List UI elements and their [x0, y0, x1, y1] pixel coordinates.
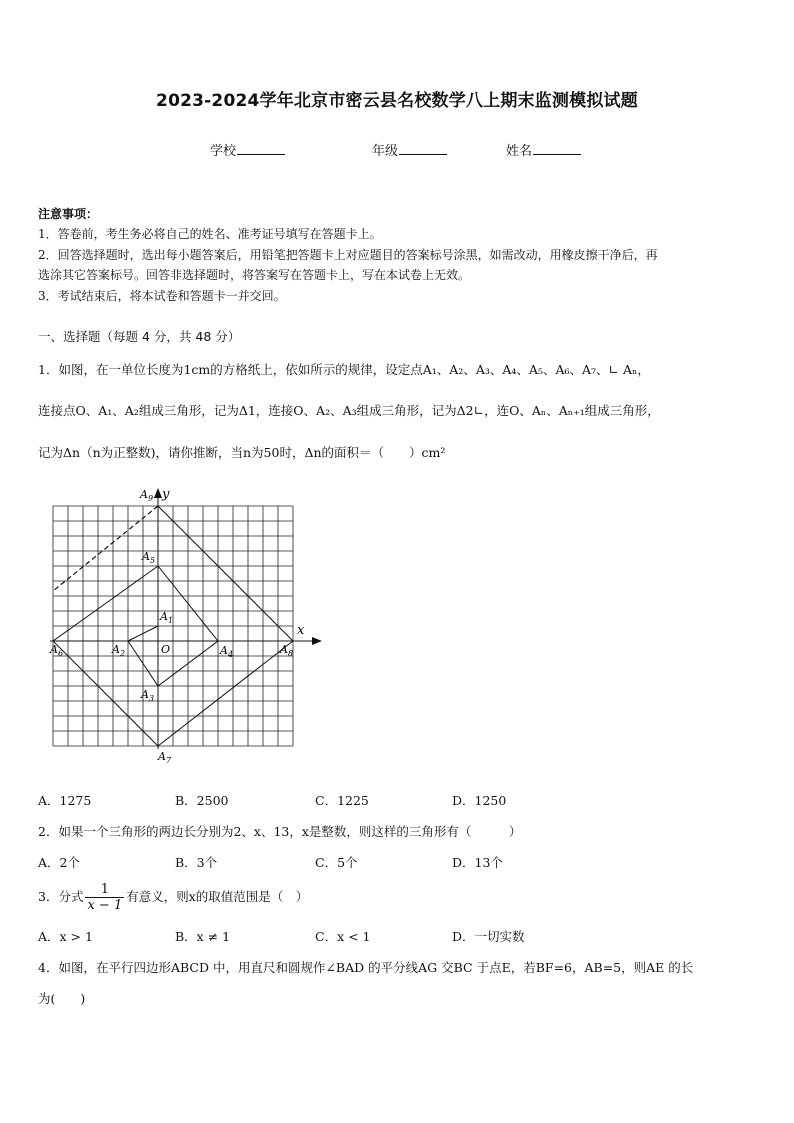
q3-suffix: 有意义，则x的取值范围是（ ） — [126, 889, 309, 904]
q3-option-d[interactable]: D．一切实数 — [452, 929, 525, 944]
q3-option-c[interactable]: C．x < 1 — [315, 929, 371, 944]
q1-option-b[interactable]: B．2500 — [175, 793, 229, 808]
school-field — [210, 140, 285, 159]
y-axis-label: y — [162, 487, 170, 502]
q3-text — [38, 878, 308, 916]
point-label-a6: $A_6$ — [50, 643, 64, 658]
q1-grid-figure — [44, 484, 324, 769]
note-2: 2．回答选择题时，选出每小题答案后，用铅笔把答题卡上对应题目的答案标号涂黑，如需改动，用橡皮擦干净后，再 — [38, 248, 658, 262]
point-label-a4: $A_4$ — [220, 644, 234, 659]
note-1: 1．答卷前，考生务必将自己的姓名、准考证号填写在答题卡上。 — [38, 227, 382, 241]
q2-option-a[interactable]: A．2个 — [38, 855, 80, 870]
x-axis-arrow — [312, 637, 322, 645]
q1-option-a[interactable]: A．1275 — [38, 793, 92, 808]
note-3: 3．考试结束后，将本试卷和答题卡一并交回。 — [38, 289, 286, 303]
q3-frac-den: x − 1 — [87, 898, 123, 913]
point-label-a5: $A_5$ — [142, 550, 156, 565]
point-label-a2: $A_2$ — [112, 643, 126, 658]
q4-line2: 为( ) — [38, 991, 86, 1006]
q1-line1: 1．如图，在一单位长度为1cm的方格纸上，依如所示的规律，设定点A₁、A₂、A₃、A₄、A₅、A₆、A₇、∟ Aₙ， — [38, 362, 650, 377]
q1-option-d[interactable]: D．1250 — [452, 793, 507, 808]
grid-lines — [53, 506, 293, 746]
name-blank[interactable] — [533, 143, 581, 155]
point-label-a1: $A_1$ — [160, 610, 174, 625]
q1-option-c[interactable]: C．1225 — [315, 793, 369, 808]
q1-line3: 记为Δn（n为正整数)，请你推断，当n为50时，Δn的面积＝（ ）cm² — [38, 445, 446, 460]
section-heading: 一、选择题（每题 4 分，共 48 分） — [38, 329, 241, 344]
point-label-a3: $A_3$ — [141, 688, 155, 703]
q3-option-a[interactable]: A．x > 1 — [38, 929, 93, 944]
grade-blank[interactable] — [399, 143, 447, 155]
x-axis-label: x — [297, 623, 305, 638]
point-labels — [49, 488, 293, 765]
point-label-a9: $A_9$ — [140, 488, 154, 503]
grade-label: 年级 — [372, 144, 399, 159]
school-label: 学校 — [210, 144, 237, 159]
note-2-cont: 选涂其它答案标号。回答非选择题时，将答案写在答题卡上，写在本试卷上无效。 — [38, 268, 471, 282]
q2-option-b[interactable]: B．3个 — [175, 855, 218, 870]
q3-option-b[interactable]: B．x ≠ 1 — [175, 929, 231, 944]
point-label-a7: $A_7$ — [158, 750, 172, 765]
name-field — [506, 140, 581, 159]
dashed-extension — [53, 506, 158, 591]
q4-line1: 4．如图，在平行四边形ABCD 中，用直尺和圆规作∠BAD 的平分线AG 交BC 于点E，若BF=6，AB=5，则AE 的长 — [38, 960, 694, 975]
grade-field — [372, 140, 447, 159]
q2-text: 2．如果一个三角形的两边长分别为2、x、13，x是整数，则这样的三角形有（ ） — [38, 824, 522, 839]
axes — [50, 488, 322, 749]
point-label-a8: $A_8$ — [280, 643, 294, 658]
q2-option-c[interactable]: C．5个 — [315, 855, 358, 870]
q3-prefix: 3．分式 — [38, 889, 84, 904]
origin-label: O — [161, 643, 171, 656]
page-title: 2023-2024学年北京市密云县名校数学八上期末监测模拟试题 — [156, 91, 638, 111]
school-blank[interactable] — [237, 143, 285, 155]
q1-line2: 连接点O、A₁、A₂组成三角形，记为Δ1，连接O、A₂、A₃组成三角形，记为Δ2∟，连O、Aₙ、Aₙ₊₁组成三角形， — [38, 403, 660, 418]
q3-frac-num: 1 — [85, 882, 124, 898]
notes-title: 注意事项： — [38, 207, 99, 221]
y-axis-arrow — [154, 488, 162, 498]
name-label: 姓名 — [506, 144, 533, 159]
q3-fraction — [85, 882, 124, 913]
q2-option-d[interactable]: D．13个 — [452, 855, 503, 870]
